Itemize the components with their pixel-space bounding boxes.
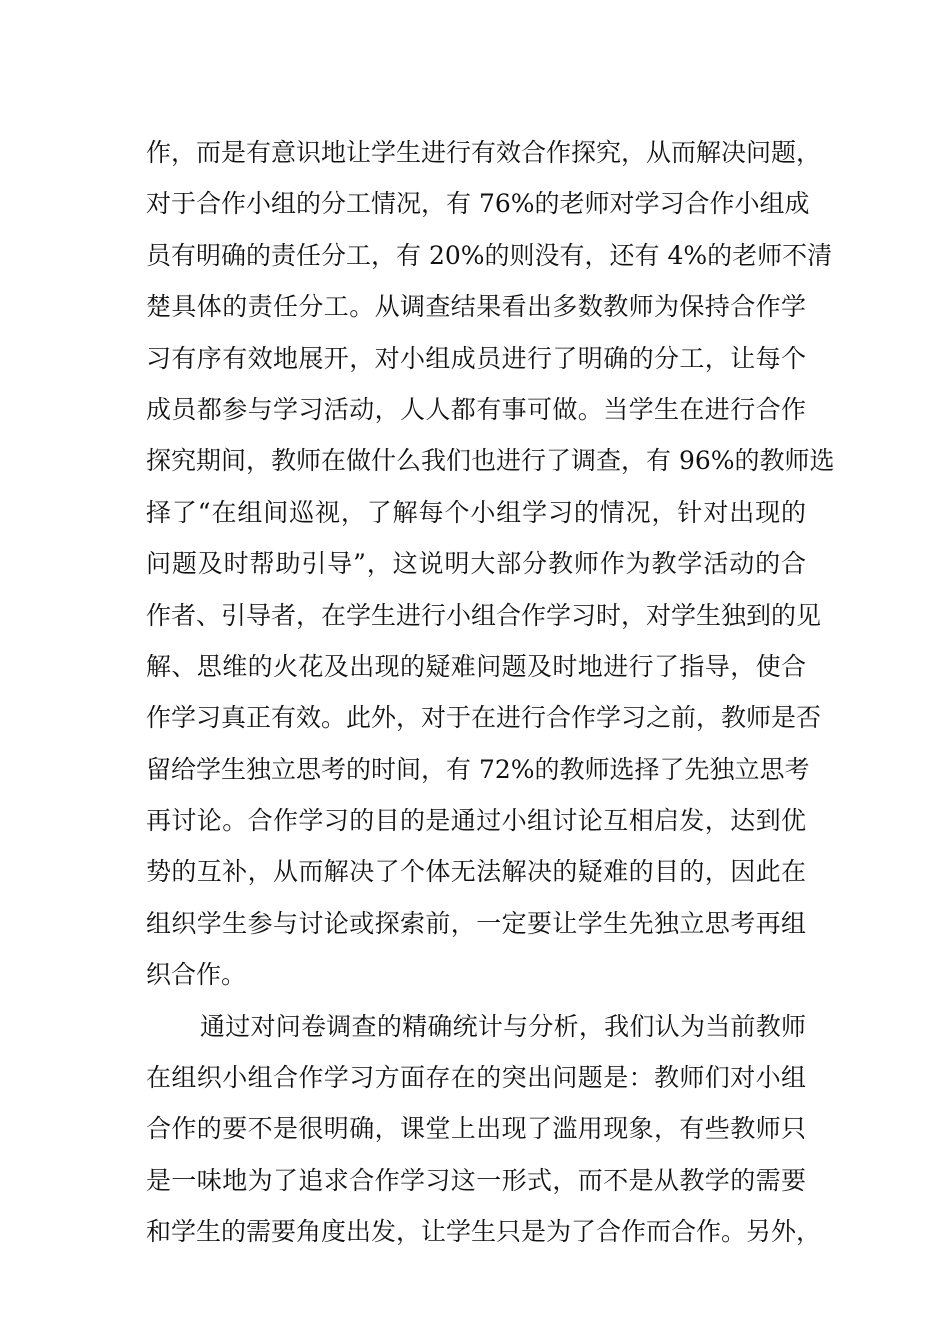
text-line: 成员都参与学习活动，人人都有事可做。当学生在进行合作 (146, 394, 806, 424)
text-line: 是一味地为了追求合作学习这一形式，而不是从教学的需要 (146, 1165, 806, 1195)
text-line: 留给学生独立思考的时间，有 72%的教师选择了先独立思考 (146, 754, 810, 784)
text-line: 楚具体的责任分工。从调查结果看出多数教师为保持合作学 (146, 292, 806, 322)
text-line: 习有序有效地展开，对小组成员进行了明确的分工，让每个 (146, 343, 806, 373)
text-line: 织合作。 (146, 960, 247, 990)
text-line: 和学生的需要角度出发，让学生只是为了合作而合作。另外， (146, 1217, 822, 1247)
text-line: 势的互补，从而解决了个体无法解决的疑难的目的，因此在 (146, 857, 806, 887)
text-line: 问题及时帮助引导”，这说明大部分教师作为教学活动的合 (146, 549, 806, 579)
paragraph-1 (146, 127, 835, 1001)
text-line: 探究期间，教师在做什么我们也进行了调查，有 96%的教师选 (146, 446, 835, 476)
text-line: 作者、引导者，在学生进行小组合作学习时，对学生独到的见 (146, 600, 822, 630)
text-line: 合作的要不是很明确，课堂上出现了滥用现象，有些教师只 (146, 1114, 806, 1144)
document-body (146, 127, 835, 1258)
paragraph-2 (146, 1001, 822, 1258)
text-line: 对于合作小组的分工情况，有 76%的老师对学习合作小组成 (146, 189, 810, 219)
text-line: 组织学生参与讨论或探索前，一定要让学生先独立思考再组 (146, 908, 806, 938)
text-line: 在组织小组合作学习方面存在的突出问题是：教师们对小组 (146, 1063, 806, 1093)
text-line: 再讨论。合作学习的目的是通过小组讨论互相启发，达到优 (146, 806, 806, 836)
text-line: 解、思维的火花及出现的疑难问题及时地进行了指导，使合 (146, 651, 806, 681)
text-line: 作，而是有意识地让学生进行有效合作探究，从而解决问题， (146, 138, 822, 167)
text-line: 员有明确的责任分工，有 20%的则没有，还有 4%的老师不清 (146, 240, 833, 270)
text-line: 作学习真正有效。此外，对于在进行合作学习之前，教师是否 (146, 703, 822, 733)
text-line: 通过对问卷调查的精确统计与分析，我们认为当前教师 (200, 1011, 806, 1041)
text-line: 择了“在组间巡视，了解每个小组学习的情况，针对出现的 (146, 497, 806, 527)
